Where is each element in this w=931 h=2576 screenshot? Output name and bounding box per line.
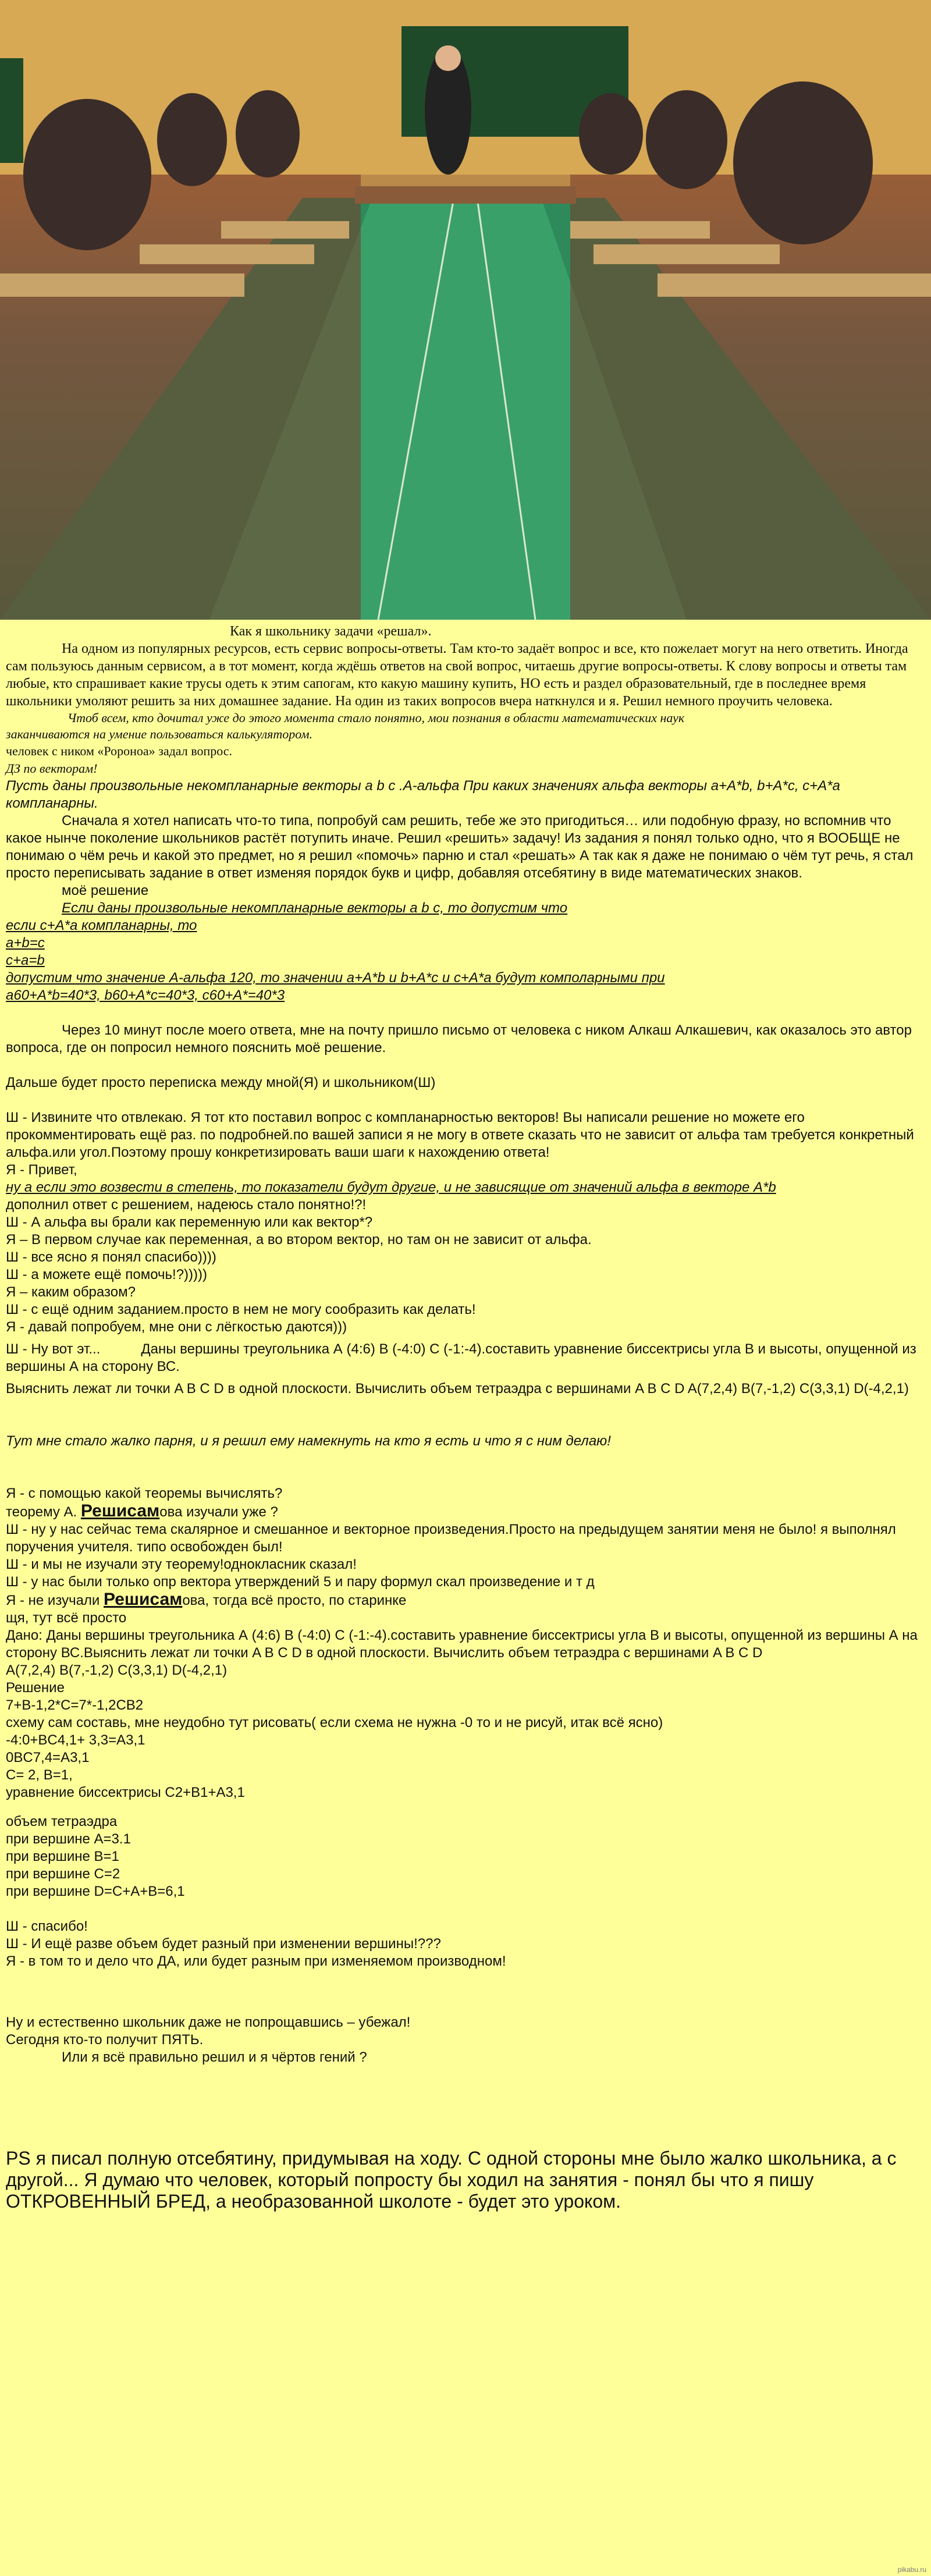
dialogue-line: уравнение биссектрисы C2+B1+A3,1	[6, 1785, 245, 1800]
paragraph-5: Тут мне стало жалко парня, и я решил ему намекнуть на кто я есть и что я с ним делаю!	[6, 1433, 611, 1449]
dialogue-line	[6, 1502, 925, 1521]
dialogue-line: Я - в том то и дело что ДА, или будет разным при изменяемом производном!	[6, 1953, 506, 1969]
solution-line: c+a=b	[6, 953, 45, 968]
text-fragment: ова изучали уже ?	[159, 1504, 278, 1520]
ending-line: Ну и естественно школьник даже не попрощавшись – убежал!	[6, 2014, 411, 2030]
solution-line: a+b=c	[6, 935, 45, 951]
dialogue-line: Я - давай попробуем, мне они с лёгкостью даются)))	[6, 1319, 347, 1335]
dialogue-line: щя, тут всё просто	[6, 1610, 127, 1626]
dialogue-line: Я - с помощью какой теоремы вычислять?	[6, 1486, 283, 1501]
dialogue-line: 7+B-1,2*C=7*-1,2CB2	[6, 1697, 144, 1713]
paragraph-3: Через 10 минут после моего ответа, мне на почту пришло письмо от человека с ником Алкаш Алкашевич, как оказалось это автор вопроса, где он попросил немного пояснить моё решение.	[6, 1022, 912, 1056]
solution-line: если c+A*a компланарны, то	[6, 918, 197, 933]
question-author: человек с ником «Роронoa» задал вопрос.	[6, 744, 233, 758]
article-body	[6, 623, 925, 2212]
dialogue-line: при вершине D=C+A+B=6,1	[6, 1884, 185, 1899]
dialogue-line: при вершине B=1	[6, 1849, 119, 1864]
dialogue-line: Ш - А альфа вы брали как переменную или как вектор*?	[6, 1214, 373, 1230]
dialogue-line: A(7,2,4) B(7,-1,2) C(3,3,1) D(-4,2,1)	[6, 1662, 228, 1678]
dialogue-line: Я - Привет,	[6, 1162, 77, 1178]
text-fragment: теорему А.	[6, 1504, 81, 1520]
task-text: Пусть даны произвольные некомпланарные векторы a b c .А-альфа При каких значениях альфа векторы a+A*b, b+A*c, c+A*a компланарны.	[6, 778, 840, 811]
dialogue-line: при вершине A=3.1	[6, 1831, 131, 1847]
dialogue-line: Ш - а можете ещё помочь!?)))))	[6, 1267, 208, 1282]
dialogue-speaker-text: Ш - Ну вот эт...	[6, 1341, 101, 1357]
ending	[6, 2014, 925, 2066]
postscript: PS я писал полную отсебятину, придумывая на ходу. С одной стороны мне было жалко школьника, а с другой... Я думаю что человек, который попросту бы ходил на занятия - понял бы что я пишу ОТКРОВЕННЫЙ БРЕД, а необразованной школоте - будет это уроком.	[6, 2148, 897, 2212]
dialogue-line: дополнил ответ с решением, надеюсь стало понятно!?!	[6, 1197, 367, 1213]
text-fragment: Я - не изучали	[6, 1593, 104, 1608]
dialogue-line: Ш - ну у нас сейчас тема скалярное и смешанное и векторное произведения.Просто на предыдущем занятии меня не было! я выполнял поручения учителя. типо освобожден был!	[6, 1522, 896, 1555]
paragraph-2: Сначала я хотел написать что-то типа, попробуй сам решить, тебе же это пригодиться… или подобную фразу, но вспомнив что какое нынче поколение школьников растёт потупить иначе. Решил «решить» задачу! Из задания я понял только одно, что я ВООБЩЕ не понимаю о чём речь и какой это предмет, но я решил «помочь» парню и стал «решать» А так как я даже не понимаю о чём тут речь, я стал просто переписывать задание в ответ изменяя порядок букв и цифр, добавляя отсебятину в виде математических знаков.	[6, 813, 914, 881]
dialogue-line: Ш - И ещё разве объем будет разный при изменении вершины!???	[6, 1936, 441, 1952]
note-line-1: Чтоб всем, кто дочитал уже до этого момента стало понятно, мои познания в области математических наук	[67, 710, 685, 725]
solution-line: a60+A*b=40*3, b60+A*c=40*3, c60+A*=40*3	[6, 987, 285, 1003]
dialogue-line: Дано: Даны вершины треугольника А (4:6) В (-4:0) С (-1:-4).составить уравнение биссектрисы угла В и высоты, опущенной из вершины А на сторону ВС.Выяснить лежат ли точки A B C D в одной плоскости. Вычислить объем тетраэдра с вершинами A B C D	[6, 1628, 918, 1661]
dialogue-3	[6, 1918, 925, 1970]
dialogue-line: Решение	[6, 1680, 65, 1696]
dialogue-line: Ш - все ясно я понял спасибо))))	[6, 1249, 216, 1265]
dialogue-task-text: Даны вершины треугольника А (4:6) В (-4:0) С (-1:-4).составить уравнение биссектрисы угла В и высоты, опущенной из вершины А на сторону ВС.	[6, 1341, 916, 1374]
dialogue-line: -4:0+BC4,1+ 3,3=A3,1	[6, 1732, 145, 1748]
dialogue-line	[6, 1591, 925, 1609]
solution-line: допустим что значение А-альфа 120, то значении a+A*b и b+A*c и c+A*a будут комполарными при	[6, 970, 665, 986]
dialogue-line: схему сам составь, мне неудобно тут рисовать( если схема не нужна -0 то и не рисуй, итак всё ясно)	[6, 1715, 663, 1731]
dialogue-line: Я – каким образом?	[6, 1284, 136, 1300]
watermark: pikabu.ru	[897, 2566, 926, 2574]
my-solution-label: моё решение	[62, 883, 149, 898]
dialogue-line: Ш - у нас были только опр вектора утверждений 5 и пару формул скал произведение и т д	[6, 1574, 595, 1590]
intro-paragraph: На одном из популярных ресурсов, есть сервис вопросы-ответы. Там кто-то задаёт вопрос и все, кто пожелает могут на него ответить. Иногда сам пользуюсь данным сервисом, а в тот момент, когда ждёшь ответов на свой вопрос, читаешь другие вопросы-ответы. К слову вопросы и ответы там любые, кто спрашивает какие трусы одеть к этим сапогам, кто какую машину купить, НО есть и раздел образовательный, где в последнее время школьники умоляют решить за них домашнее задание. На один из таких вопросов вчера наткнулся и я. Решил немного проучить человека.	[6, 641, 908, 709]
text-fragment: ова, тогда всё просто, по старинке	[182, 1593, 407, 1608]
dialogue-line: ну а если это возвести в степень, то показатели будут другие, и не зависящие от значений альфа в векторе A*b	[6, 1179, 776, 1195]
dialogue-line: Я – В первом случае как переменная, а во втором вектор, но там он не зависит от альфа.	[6, 1232, 592, 1248]
dialogue-line: 0BC7,4=A3,1	[6, 1750, 90, 1765]
solution-line: Если даны произвольные некомпланарные векторы a b c, то допустим что	[62, 900, 568, 916]
dialogue-1	[6, 1109, 925, 1398]
reshisam-word: Решисам	[104, 1590, 183, 1609]
dialogue-line: Ш - с ещё одним заданием.просто в нем не могу сообразить как делать!	[6, 1302, 476, 1317]
dialogue-line	[6, 1341, 925, 1376]
ending-line: Или я всё правильно решил и я чёртов гений ?	[62, 2049, 367, 2065]
dialogue-line: Ш - и мы не изучали эту теорему!однокласник сказал!	[6, 1557, 357, 1572]
dialogue-line: Ш - Извините что отвлекаю. Я тот кто поставил вопрос с компланарностью векторов! Вы написали решение но можете его прокомментировать ещё раз. по подробней.по вашей записи я не могу в ответе сказать что не зависит от альфа там требуется конкретный альфа.или угол.Поэтому прошу конкретизировать ваши шаги к нахождению ответа!	[6, 1110, 914, 1160]
homework-label: ДЗ по векторам!	[6, 761, 98, 776]
dialogue-2	[6, 1485, 925, 1900]
note-line-2: заканчиваются на умение пользоваться калькулятором.	[6, 727, 313, 741]
dialogue-line: объем тетраэдра	[6, 1814, 118, 1829]
dialogue-line: при вершине C=2	[6, 1866, 120, 1882]
dialogue-line: Выяснить лежат ли точки A B C D в одной плоскости. Вычислить объем тетраэдра с вершинами A B C D A(7,2,4) B(7,-1,2) C(3,3,1) D(-4,2,1)	[6, 1381, 909, 1397]
dialogue-line: C= 2, B=1,	[6, 1767, 73, 1783]
article-title: Как я школьнику задачи «решал».	[230, 624, 432, 639]
ending-line: Сегодня кто-то получит ПЯТЬ.	[6, 2032, 204, 2048]
classroom-photo	[0, 0, 931, 620]
paragraph-4: Дальше будет просто переписка между мной(Я) и школьником(Ш)	[6, 1075, 436, 1090]
dialogue-line: Ш - спасибо!	[6, 1918, 88, 1934]
reshisam-word: Решисам	[80, 1501, 160, 1520]
